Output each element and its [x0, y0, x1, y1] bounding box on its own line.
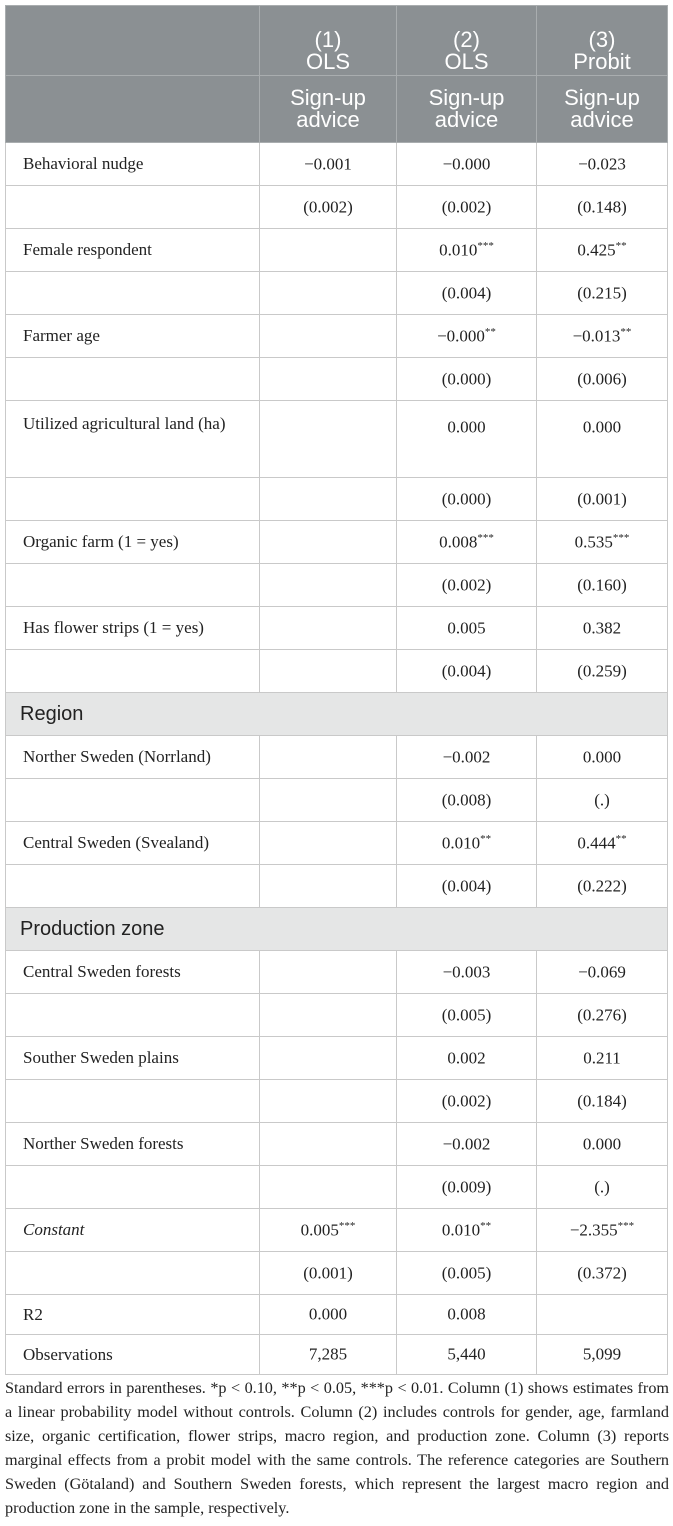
- cell-col2: [397, 521, 537, 564]
- significance-stars: **: [480, 832, 492, 845]
- section-label: Production zone: [6, 908, 668, 951]
- cell-value: (0.372): [577, 1263, 627, 1283]
- table-footnote: Standard errors in parentheses. *p < 0.10, **p < 0.05, ***p < 0.01. Column (1) shows estimates from a linear probability model without controls. Column (2) includes controls for gender, age, farmland size, organic certification, flower strips, macro region, and production zone. Column (3) reports marginal effects from a probit model with the same controls. The reference categories are Southern Sweden (Götaland) and Southern Sweden forests, which represent the largest macro region and production zone in the sample, respectively.: [5, 1379, 669, 1517]
- cell-col1: [260, 865, 397, 908]
- cell-value: (0.000): [441, 489, 492, 509]
- table-row: [6, 1335, 668, 1375]
- section-label: Region: [6, 693, 668, 736]
- row-label: Female respondent: [6, 229, 260, 272]
- cell-col1: [260, 736, 397, 779]
- cell-col3: [537, 521, 668, 564]
- cell-value: (0.004): [441, 283, 492, 303]
- cell-value: −0.069: [578, 962, 626, 982]
- cell-col3: [537, 1252, 668, 1295]
- cell-col3: [537, 401, 668, 478]
- cell-col1: [260, 1080, 397, 1123]
- significance-stars: ***: [612, 531, 630, 544]
- cell-value: (.): [594, 1177, 610, 1197]
- cell-col1: [260, 822, 397, 865]
- cell-col1: [260, 143, 397, 186]
- cell-value: (0.160): [577, 575, 627, 595]
- row-label: Norther Sweden forests: [6, 1123, 260, 1166]
- col1-dep: Sign-up advice: [260, 76, 397, 143]
- row-label: [6, 564, 260, 607]
- cell-col3: [537, 1166, 668, 1209]
- cell-value: −2.355: [569, 1220, 618, 1240]
- cell-col2: [397, 865, 537, 908]
- significance-stars: **: [480, 1219, 492, 1232]
- cell-value: 0.010: [441, 833, 481, 853]
- cell-col3: [537, 650, 668, 693]
- table-row: [6, 951, 668, 994]
- row-label: [6, 1080, 260, 1123]
- cell-col2: [397, 736, 537, 779]
- cell-col1: [260, 315, 397, 358]
- cell-value: 0.010: [439, 240, 478, 260]
- cell-col3: [537, 822, 668, 865]
- cell-col2: [397, 822, 537, 865]
- col2-dep: Sign-up advice: [397, 76, 537, 143]
- cell-col1: [260, 1166, 397, 1209]
- cell-col2: [397, 358, 537, 401]
- table-row: [6, 1037, 668, 1080]
- cell-col3: [537, 564, 668, 607]
- col-number: (1): [314, 27, 342, 52]
- table-row: [6, 478, 668, 521]
- cell-col2: [397, 186, 537, 229]
- row-label: Utilized agricultural land (ha): [6, 401, 260, 478]
- table-row: [6, 1252, 668, 1295]
- col-model: OLS: [305, 49, 351, 74]
- cell-col1: [260, 779, 397, 822]
- cell-col1: [260, 229, 397, 272]
- cell-col3: [537, 272, 668, 315]
- row-label: [6, 779, 260, 822]
- row-label: Central Sweden (Svealand): [6, 822, 260, 865]
- cell-value: 0.000: [582, 1134, 622, 1154]
- table-row: [6, 229, 668, 272]
- cell-value: 0.000: [582, 747, 622, 767]
- table-row: [6, 272, 668, 315]
- table-row: [6, 1295, 668, 1335]
- cell-value: (0.005): [441, 1263, 492, 1283]
- cell-value: 0.008: [447, 1304, 486, 1324]
- significance-stars: **: [615, 832, 627, 845]
- cell-col3: [537, 315, 668, 358]
- table-row: [6, 143, 668, 186]
- row-label: [6, 994, 260, 1037]
- cell-value: 0.008: [439, 532, 478, 552]
- cell-col1: [260, 564, 397, 607]
- cell-col3: [537, 143, 668, 186]
- cell-col1: [260, 358, 397, 401]
- table-row: [6, 607, 668, 650]
- col-number: (2): [453, 27, 480, 52]
- col-model: Probit: [573, 49, 631, 74]
- regression-table: [5, 5, 668, 1375]
- cell-col1: [260, 272, 397, 315]
- cell-value: −0.023: [578, 154, 626, 174]
- table-row: [6, 401, 668, 478]
- table-row: [6, 186, 668, 229]
- cell-col2: [397, 315, 537, 358]
- cell-col3: [537, 736, 668, 779]
- cell-value: 0.005: [300, 1220, 339, 1240]
- row-label: R2: [6, 1295, 260, 1335]
- table-row: [6, 1123, 668, 1166]
- row-label: [6, 272, 260, 315]
- significance-stars: ***: [477, 531, 494, 544]
- cell-col3: [537, 1295, 668, 1335]
- cell-col1: [260, 951, 397, 994]
- cell-value: (0.001): [577, 489, 627, 509]
- significance-stars: **: [615, 239, 627, 252]
- significance-stars: ***: [617, 1219, 635, 1232]
- cell-value: 5,099: [582, 1344, 622, 1364]
- cell-value: 0.010: [441, 1220, 481, 1240]
- cell-value: (0.215): [577, 283, 627, 303]
- cell-col3: [537, 1037, 668, 1080]
- cell-value: (0.002): [441, 575, 492, 595]
- cell-col3: [537, 1080, 668, 1123]
- cell-value: 7,285: [308, 1344, 348, 1364]
- col1-header: [260, 6, 397, 76]
- cell-value: (0.002): [303, 197, 353, 217]
- row-label: [6, 478, 260, 521]
- cell-col2: [397, 1166, 537, 1209]
- row-label: [6, 865, 260, 908]
- row-label: Farmer age: [6, 315, 260, 358]
- cell-value: (0.008): [441, 790, 492, 810]
- cell-col1: [260, 186, 397, 229]
- significance-stars: ***: [477, 239, 494, 252]
- cell-value: (0.004): [441, 661, 492, 681]
- cell-col1: [260, 994, 397, 1037]
- col3-header: [537, 6, 668, 76]
- row-label: [6, 650, 260, 693]
- table-row: [6, 315, 668, 358]
- significance-stars: **: [620, 325, 632, 338]
- cell-col1: [260, 1123, 397, 1166]
- cell-value: (0.001): [303, 1263, 353, 1283]
- cell-value: (0.006): [577, 369, 627, 389]
- cell-value: 0.000: [308, 1304, 348, 1324]
- table-row: [6, 1080, 668, 1123]
- cell-value: −0.003: [442, 962, 491, 982]
- cell-col2: [397, 994, 537, 1037]
- cell-value: (0.222): [577, 876, 627, 896]
- row-label: [6, 186, 260, 229]
- cell-value: (0.259): [577, 661, 627, 681]
- table-row: [6, 650, 668, 693]
- cell-col3: [537, 1209, 668, 1252]
- cell-value: 0.002: [447, 1048, 486, 1068]
- table-row: [6, 358, 668, 401]
- cell-value: −0.000: [437, 326, 485, 346]
- cell-col3: [537, 478, 668, 521]
- row-label: Behavioral nudge: [6, 143, 260, 186]
- cell-col2: [397, 779, 537, 822]
- cell-col2: [397, 951, 537, 994]
- cell-col2: [397, 564, 537, 607]
- table-row: [6, 1209, 668, 1252]
- cell-col2: [397, 1209, 537, 1252]
- cell-value: 5,440: [447, 1344, 486, 1364]
- significance-stars: ***: [338, 1219, 356, 1232]
- col3-dep: Sign-up advice: [537, 76, 668, 143]
- table-row: [6, 736, 668, 779]
- cell-col2: [397, 1080, 537, 1123]
- cell-col3: [537, 229, 668, 272]
- header-corner-2: [6, 76, 260, 143]
- cell-col2: [397, 607, 537, 650]
- header-corner: [6, 6, 260, 76]
- cell-col1: [260, 521, 397, 564]
- col2-header: [397, 6, 537, 76]
- cell-col1: [260, 401, 397, 478]
- table-row: [6, 1166, 668, 1209]
- cell-col3: [537, 994, 668, 1037]
- cell-value: (0.004): [441, 876, 492, 896]
- cell-col1: [260, 478, 397, 521]
- cell-col2: [397, 272, 537, 315]
- row-label: [6, 1166, 260, 1209]
- cell-col2: [397, 1252, 537, 1295]
- table-row: [6, 822, 668, 865]
- cell-col2: [397, 478, 537, 521]
- cell-col3: [537, 1123, 668, 1166]
- cell-col3: [537, 607, 668, 650]
- cell-value: 0.000: [447, 417, 486, 437]
- cell-value: 0.005: [447, 618, 486, 638]
- row-label: Constant: [6, 1209, 260, 1252]
- cell-value: 0.382: [582, 618, 622, 638]
- row-label: Norther Sweden (Norrland): [6, 736, 260, 779]
- row-label: [6, 358, 260, 401]
- cell-value: (0.148): [577, 197, 627, 217]
- section-row: [6, 693, 668, 736]
- col-model: OLS: [444, 49, 489, 74]
- row-label: [6, 1252, 260, 1295]
- cell-col3: [537, 186, 668, 229]
- cell-value: 0.444: [577, 833, 616, 853]
- cell-col1: [260, 1209, 397, 1252]
- cell-col2: [397, 1123, 537, 1166]
- table-row: [6, 564, 668, 607]
- cell-value: −0.001: [304, 154, 352, 174]
- cell-value: 0.535: [574, 532, 613, 552]
- cell-col3: [537, 358, 668, 401]
- cell-value: (0.000): [441, 369, 492, 389]
- row-label: Central Sweden forests: [6, 951, 260, 994]
- table-row: [6, 994, 668, 1037]
- cell-value: −0.002: [442, 747, 491, 767]
- table-row: [6, 521, 668, 564]
- cell-col3: [537, 951, 668, 994]
- cell-col3: [537, 865, 668, 908]
- row-label: Organic farm (1 = yes): [6, 521, 260, 564]
- cell-col2: [397, 1037, 537, 1080]
- cell-col3: [537, 779, 668, 822]
- cell-value: (0.002): [441, 1091, 492, 1111]
- cell-col2: [397, 650, 537, 693]
- cell-value: (0.005): [441, 1005, 492, 1025]
- section-row: [6, 908, 668, 951]
- cell-value: −0.002: [442, 1134, 491, 1154]
- significance-stars: **: [484, 325, 496, 338]
- cell-col2: [397, 143, 537, 186]
- cell-value: 0.211: [583, 1048, 621, 1068]
- cell-value: (0.276): [577, 1005, 627, 1025]
- row-label: Observations: [6, 1335, 260, 1375]
- cell-col1: [260, 607, 397, 650]
- cell-col3: [537, 1335, 668, 1375]
- cell-value: (.): [594, 790, 610, 810]
- cell-value: −0.013: [572, 326, 621, 346]
- cell-col2: [397, 229, 537, 272]
- cell-col1: [260, 1295, 397, 1335]
- cell-col2: [397, 1295, 537, 1335]
- cell-col1: [260, 1037, 397, 1080]
- table-row: [6, 865, 668, 908]
- cell-value: (0.002): [441, 197, 492, 217]
- col-number: (3): [588, 27, 616, 52]
- cell-col1: [260, 1252, 397, 1295]
- cell-col1: [260, 650, 397, 693]
- row-label: Souther Sweden plains: [6, 1037, 260, 1080]
- cell-value: 0.000: [582, 417, 622, 437]
- row-label: Has flower strips (1 = yes): [6, 607, 260, 650]
- table-row: [6, 779, 668, 822]
- cell-value: 0.425: [577, 240, 616, 260]
- cell-value: −0.000: [442, 154, 491, 174]
- cell-col1: [260, 1335, 397, 1375]
- cell-col2: [397, 401, 537, 478]
- cell-value: (0.009): [441, 1177, 492, 1197]
- cell-col2: [397, 1335, 537, 1375]
- cell-value: (0.184): [577, 1091, 627, 1111]
